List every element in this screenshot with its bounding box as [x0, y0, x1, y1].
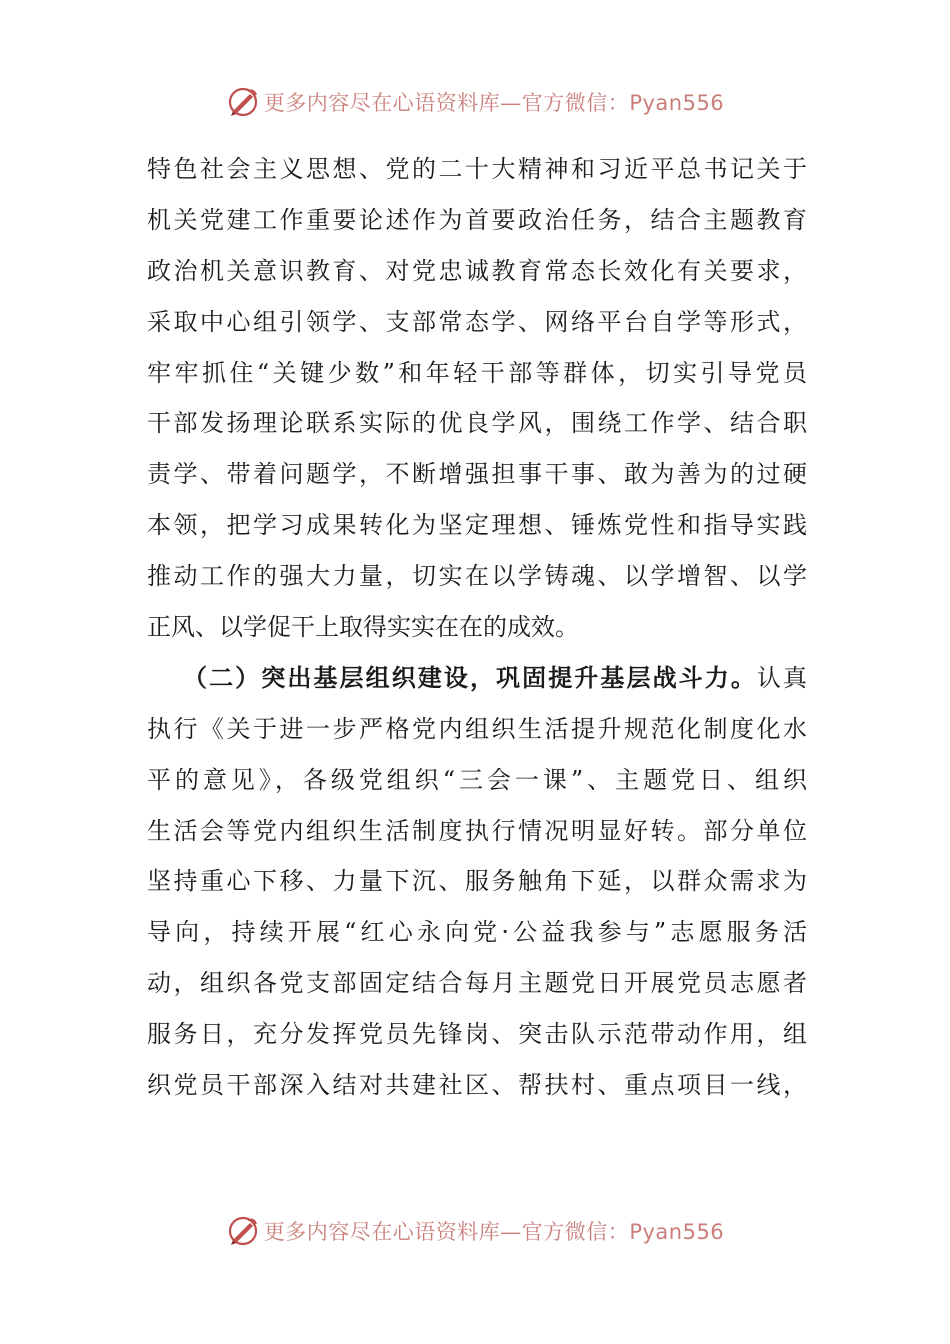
banner-text: 更多内容尽在心语资料库—官方微信：Pyan556 [263, 1220, 725, 1244]
text-line: 导向，持续开展“红心永向党·公益我参与”志愿服务活 [147, 918, 807, 947]
text-line: 责学、带着问题学，不断增强担事干事、敢为善为的过硬 [147, 460, 807, 489]
text-line: 生活会等党内组织生活制度执行情况明显好转。部分单位 [147, 816, 807, 845]
text-line: 动，组织各党支部固定结合每月主题党日开展党员志愿者 [147, 969, 807, 998]
wechat-id: Pyan556 [629, 1220, 725, 1244]
wechat-id: Pyan556 [629, 91, 725, 115]
text-line: 牢牢抓住“关键少数”和年轻干部等群体，切实引导党员 [147, 358, 807, 387]
paragraph-2 [147, 653, 807, 1111]
text-line: 执行《关于进一步严格党内组织生活提升规范化制度化水 [147, 714, 807, 743]
text-line: 政治机关意识教育、对党忠诚教育常态长效化有关要求， [147, 256, 807, 285]
header-banner [0, 82, 950, 122]
text-line: 机关党建工作重要论述作为首要政治任务，结合主题教育 [147, 205, 807, 234]
text-line: 织党员干部深入结对共建社区、帮扶村、重点项目一线， [147, 1071, 807, 1100]
pen-circle-logo-icon [226, 1214, 260, 1248]
text-line: 干部发扬理论联系实际的优良学风，围绕工作学、结合职 [147, 409, 807, 438]
text-line: 本领，把学习成果转化为坚定理想、锤炼党性和指导实践 [147, 511, 807, 540]
paragraph-1 [147, 144, 807, 653]
section-heading: （二）突出基层组织建设，巩固提升基层战斗力。 [183, 663, 757, 692]
text-line: 特色社会主义思想、党的二十大精神和习近平总书记关于 [147, 155, 807, 183]
footer-banner [0, 1211, 950, 1251]
pen-circle-logo-icon [226, 85, 260, 119]
text-line: 平的意见》，各级党组织“三会一课”、主题党日、组织 [147, 765, 807, 794]
heading-trailing-text: 认真 [756, 663, 807, 692]
text-line: 采取中心组引领学、支部常态学、网络平台自学等形式， [147, 307, 807, 336]
document-body [147, 144, 807, 1111]
text-line: 正风、以学促干上取得实实在在的成效。 [147, 613, 579, 642]
text-line: 服务日，充分发挥党员先锋岗、突击队示范带动作用，组 [147, 1020, 807, 1049]
banner-text: 更多内容尽在心语资料库—官方微信：Pyan556 [263, 91, 725, 115]
text-line: 推动工作的强大力量，切实在以学铸魂、以学增智、以学 [147, 562, 807, 591]
text-line [147, 653, 807, 704]
text-line: 坚持重心下移、力量下沉、服务触角下延，以群众需求为 [147, 867, 807, 896]
